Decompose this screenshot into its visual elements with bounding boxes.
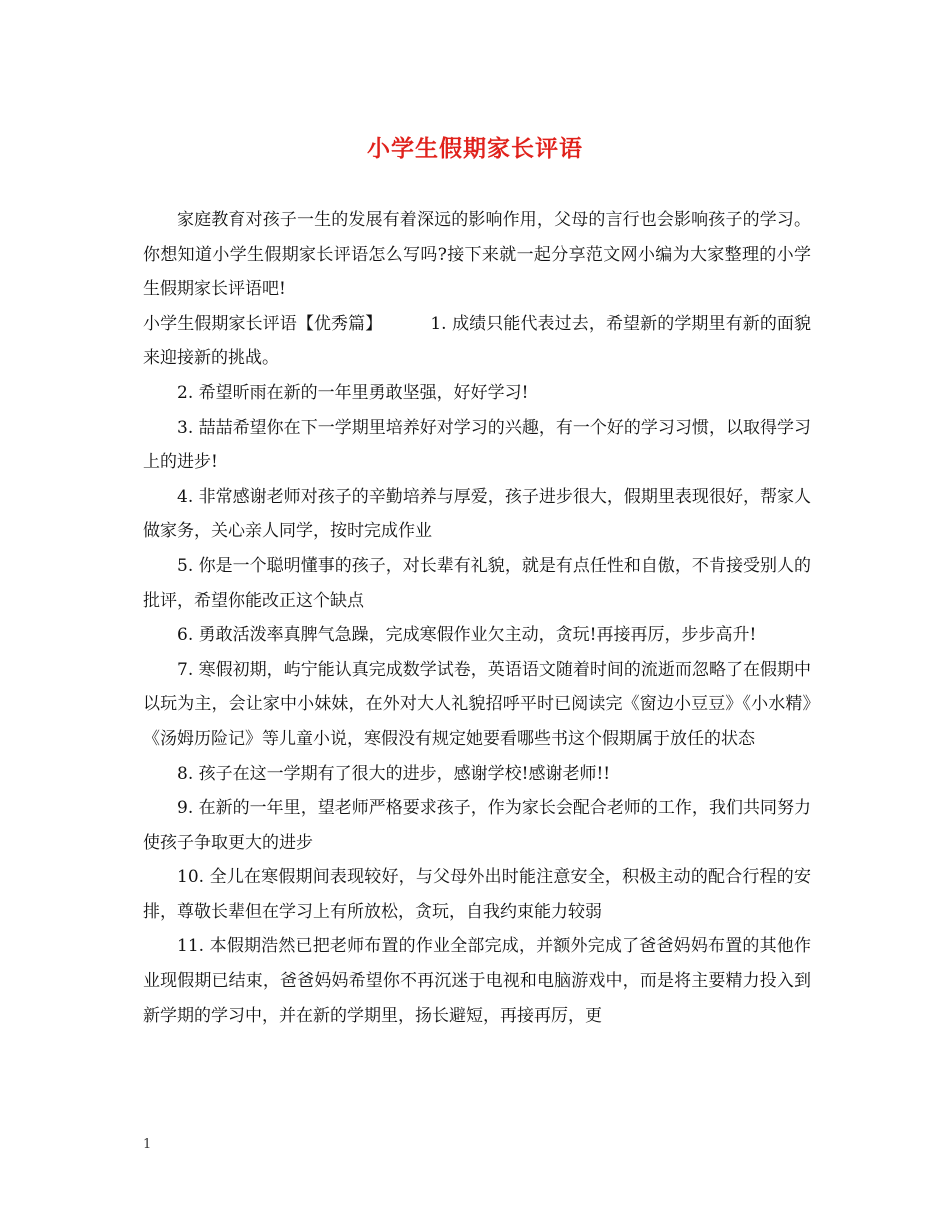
list-item-7: 7. 寒假初期，屿宁能认真完成数学试卷，英语语文随着时间的流逝而忽略了在假期中以玩为主，会让家中小妹妹，在外对大人礼貌招呼平时已阅读完《窗边小豆豆》《小水精》《汤姆历险记》等儿童小说，寒假没有规定她要看哪些书这个假期属于放任的状态 xyxy=(143,659,811,749)
list-item-6: 6. 勇敢活泼率真脾气急躁，完成寒假作业欠主动，贪玩!再接再厉，步步高升! xyxy=(177,625,757,646)
page-number: 1 xyxy=(143,1137,152,1152)
document-title: 小学生假期家长评语 xyxy=(367,135,583,162)
list-item-8: 8. 孩子在这一学期有了很大的进步，感谢学校!感谢老师!! xyxy=(177,763,611,784)
section-paragraph xyxy=(143,307,811,376)
list-item-5: 5. 你是一个聪明懂事的孩子，对长辈有礼貌，就是有点任性和自傲，不肯接受别人的批评，希望你能改正这个缺点 xyxy=(143,555,811,611)
list-item-10: 10. 全儿在寒假期间表现较好，与父母外出时能注意安全，积极主动的配合行程的安排，尊敬长辈但在学习上有所放松，贪玩，自我约束能力较弱 xyxy=(143,867,811,922)
document-body xyxy=(143,203,811,1033)
section-heading: 小学生假期家长评语【优秀篇】 xyxy=(143,313,383,334)
list-item-3: 3. 喆喆希望你在下一学期里培养好对学习的兴趣，有一个好的学习习惯，以取得学习上的进步! xyxy=(143,417,811,473)
list-item-1: 1. 成绩只能代表过去，希望新的学期里有新的面貌来迎接新的挑战。 xyxy=(143,313,812,369)
list-item-2: 2. 希望昕雨在新的一年里勇敢坚强，好好学习! xyxy=(177,382,529,403)
list-item-4: 4. 非常感谢老师对孩子的辛勤培养与厚爱，孩子进步很大，假期里表现很好，帮家人做家务，关心亲人同学，按时完成作业 xyxy=(143,486,811,542)
list-item-11: 11. 本假期浩然已把老师布置的作业全部完成，并额外完成了爸爸妈妈布置的其他作业现假期已结束，爸爸妈妈希望你不再沉迷于电视和电脑游戏中，而是将主要精力投入到新学期的学习中，并在新的学期里，扬长避短，再接再厉，更 xyxy=(143,936,811,1026)
intro-paragraph: 家庭教育对孩子一生的发展有着深远的影响作用，父母的言行也会影响孩子的学习。你想知道小学生假期家长评语怎么写吗?接下来就一起分享范文网小编为大家整理的小学生假期家长评语吧! xyxy=(143,210,811,300)
list-item-9: 9. 在新的一年里，望老师严格要求孩子，作为家长会配合老师的工作，我们共同努力使孩子争取更大的进步 xyxy=(143,798,811,853)
